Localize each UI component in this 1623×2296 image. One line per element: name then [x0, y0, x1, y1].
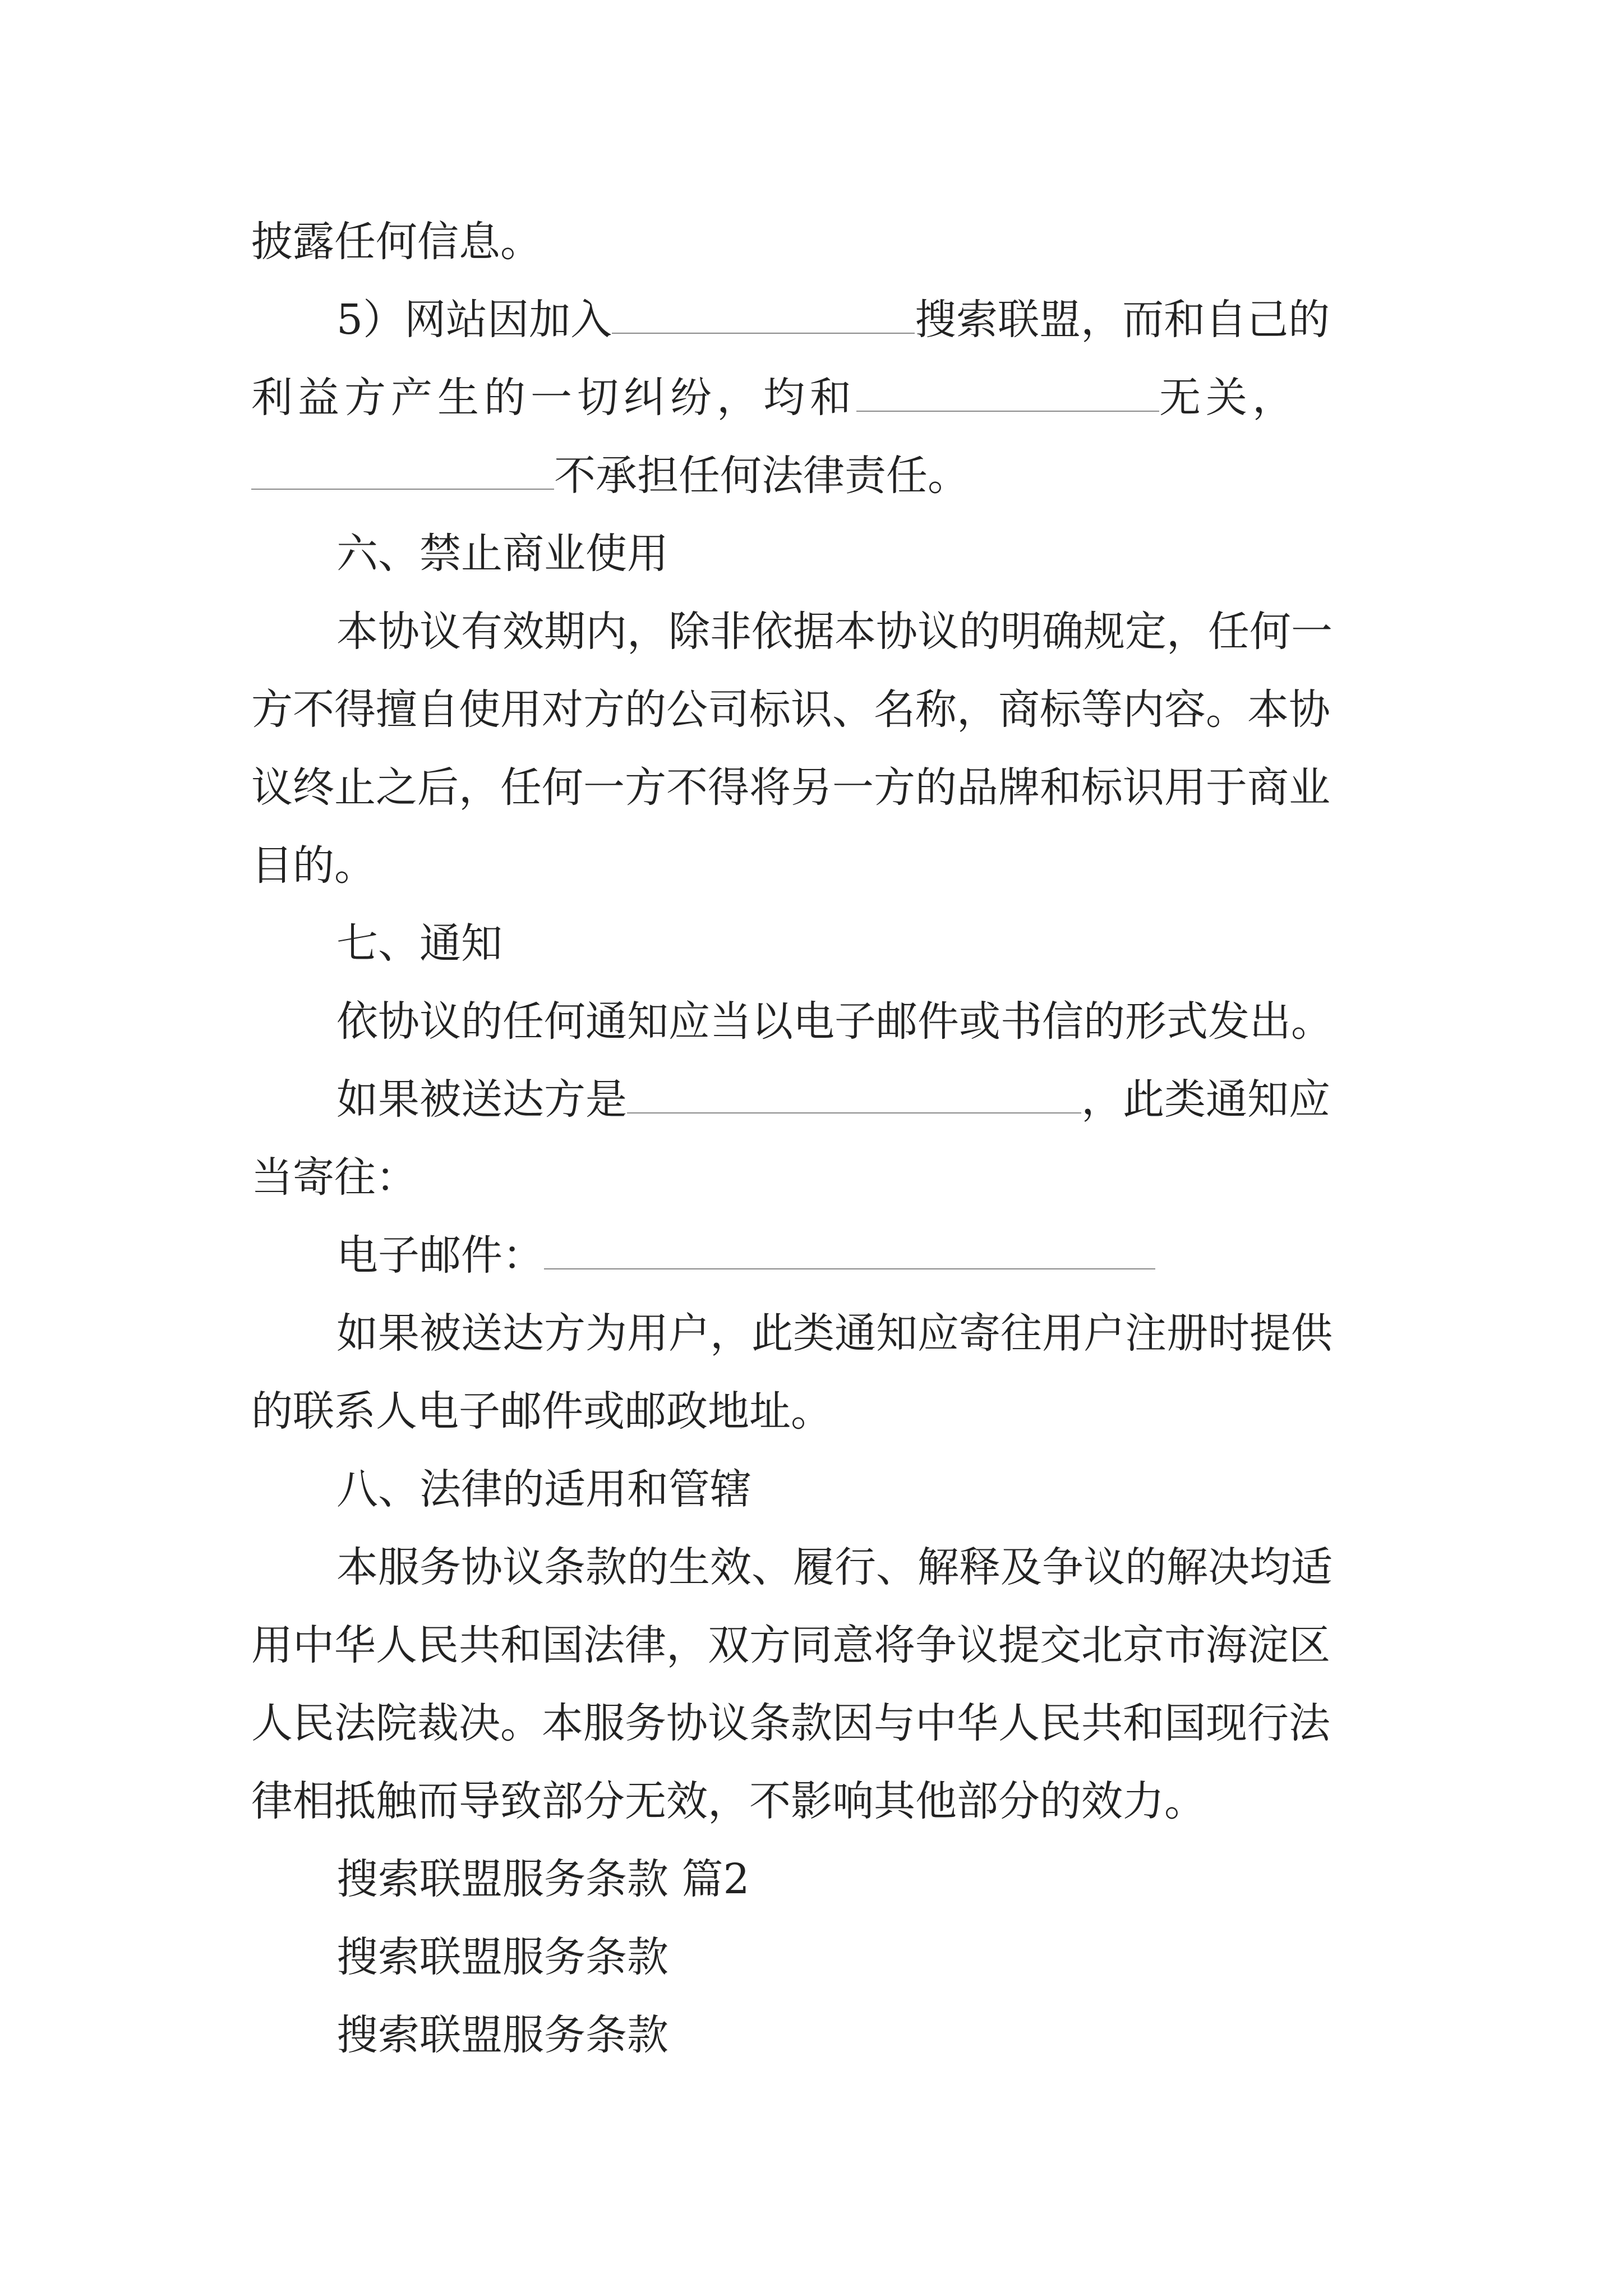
item5-line2 — [251, 370, 1299, 426]
section6-heading — [336, 526, 668, 582]
text: 六、禁止商业使用 — [336, 530, 668, 578]
text: 八、法律的适用和管辖 — [336, 1465, 751, 1513]
text: 议终止之后，任何一方不得将另一方的品牌和标识用于商业 — [251, 763, 1330, 812]
text: 本协议有效期内，除非依据本协议的明确规定，任何一 — [336, 608, 1332, 656]
text: 本服务协议条款的生效、履行、解释及争议的解决均适 — [336, 1543, 1332, 1591]
chapter-heading — [336, 1851, 750, 1907]
item5-line3 — [251, 448, 969, 504]
section8-line — [251, 1617, 1330, 1673]
terms-title — [336, 2007, 668, 2063]
section8-line — [251, 1773, 1206, 1829]
section7-line — [336, 1305, 1332, 1361]
section7-line — [336, 1071, 1330, 1128]
text: 七、通知 — [336, 919, 502, 968]
section7-line — [251, 1383, 832, 1439]
blank-line — [627, 1105, 1081, 1114]
text: 利益方产生的一切纠纷，均和 — [251, 374, 856, 422]
text: 依协议的任何通知应当以电子邮件或书信的形式发出。 — [336, 997, 1332, 1046]
text: 的联系人电子邮件或邮政地址。 — [251, 1387, 832, 1435]
text: 搜索联盟，而和自己的 — [915, 296, 1330, 344]
text: 方不得擅自使用对方的公司标识、名称，商标等内容。本协 — [251, 685, 1330, 734]
email-blank-line — [544, 1260, 1155, 1269]
section8-heading — [336, 1461, 751, 1517]
text: 律相抵触而导致部分无效，不影响其他部分的效力。 — [251, 1777, 1206, 1825]
section8-line — [336, 1539, 1332, 1595]
paragraph-line — [251, 214, 542, 270]
text: 搜索联盟服务条款 — [336, 2011, 668, 2059]
text: 搜索联盟服务条款 篇2 — [336, 1855, 750, 1903]
text: 如果被送达方是 — [336, 1075, 627, 1124]
text: 不承担任何法律责任。 — [554, 452, 969, 500]
blank-line — [856, 403, 1159, 412]
text: 无关， — [1159, 374, 1299, 422]
text: 用中华人民共和国法律，双方同意将争议提交北京市海淀区 — [251, 1621, 1330, 1669]
item5-line1 — [336, 292, 1330, 348]
text: 人民法院裁决。本服务协议条款因与中华人民共和国现行法 — [251, 1699, 1330, 1747]
section8-line — [251, 1695, 1330, 1751]
text: 目的。 — [251, 841, 376, 890]
email-label: 电子邮件： — [336, 1231, 544, 1280]
section6-line — [251, 760, 1330, 816]
email-line — [336, 1227, 1155, 1283]
text: ，此类通知应 — [1081, 1075, 1330, 1124]
text: 披露任何信息。 — [251, 218, 542, 266]
section6-line — [251, 682, 1330, 738]
text: 搜索联盟服务条款 — [336, 1933, 668, 1981]
text: 如果被送达方为用户，此类通知应寄往用户注册时提供 — [336, 1309, 1332, 1358]
text: 当寄往： — [251, 1153, 417, 1202]
section7-line — [336, 993, 1332, 1050]
section7-heading — [336, 915, 502, 972]
blank-line — [251, 481, 554, 490]
section7-line — [251, 1149, 417, 1205]
section6-line — [251, 838, 376, 894]
section6-line — [336, 604, 1332, 660]
terms-title — [336, 1929, 668, 1985]
text: 5）网站因加入 — [336, 296, 612, 344]
blank-line — [612, 325, 915, 334]
